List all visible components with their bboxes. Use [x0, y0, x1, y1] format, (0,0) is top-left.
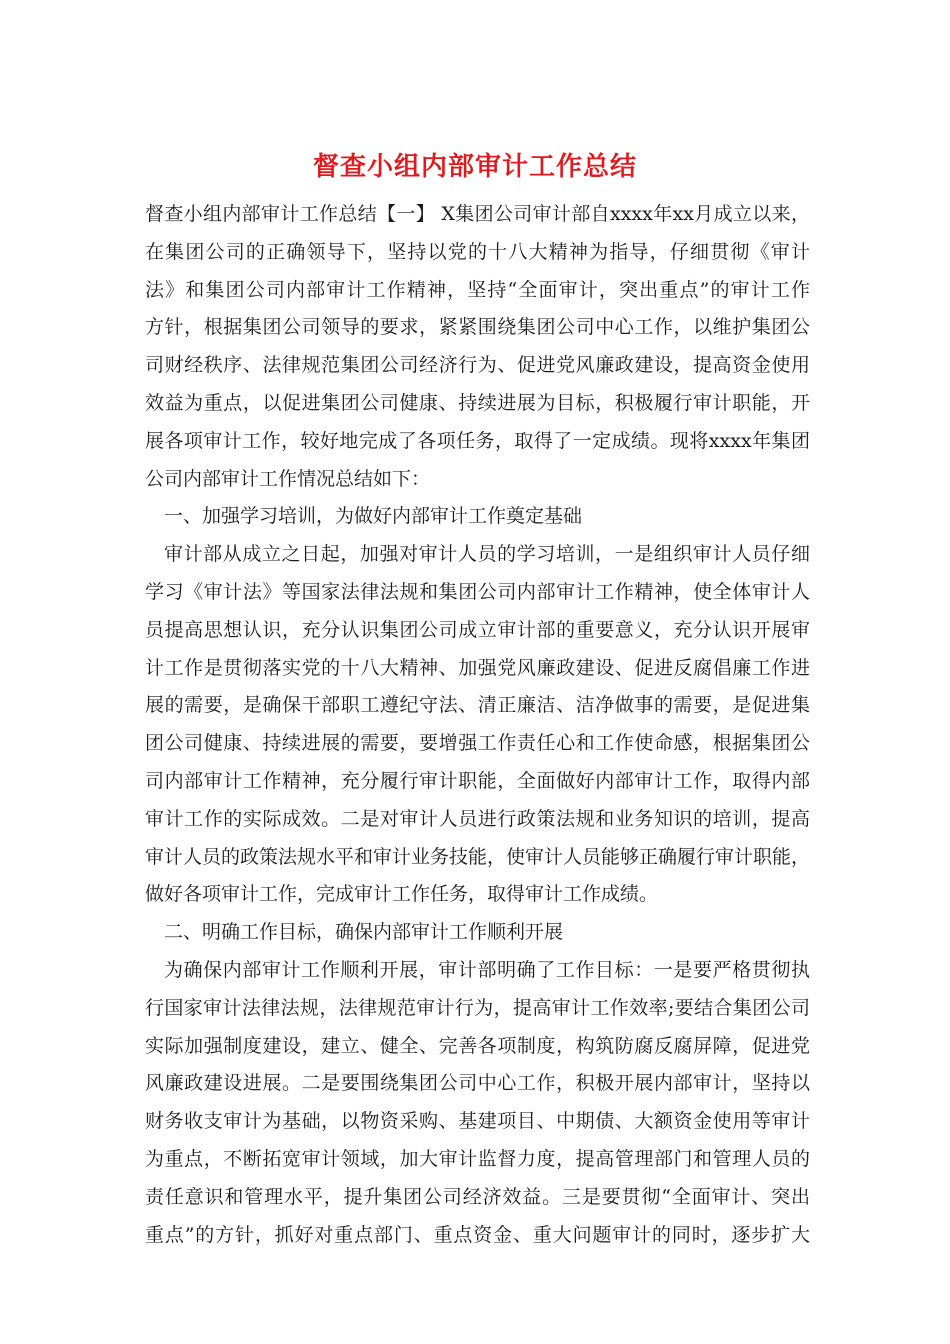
body-text-line: 展的需要，是确保干部职工遵纪守法、清正廉洁、洁净做事的需要，是促进集 — [145, 694, 810, 717]
body-text-line: 责任意识和管理水平，提升集团公司经济效益。三是要贯彻“全面审计、突出 — [145, 1185, 810, 1208]
document-title: 督查小组内部审计工作总结 — [312, 152, 637, 182]
body-text-line: 计工作是贯彻落实党的十八大精神、加强党风廉政建设、促进反腐倡廉工作进 — [145, 656, 810, 679]
body-text-line: 司内部审计工作精神，充分履行审计职能，全面做好内部审计工作，取得内部 — [145, 769, 810, 792]
body-text-line: 展各项审计工作，较好地完成了各项任务，取得了一定成绩。现将xxxx年集团 — [145, 429, 810, 452]
body-text-line: 公司内部审计工作情况总结如下： — [145, 467, 431, 490]
body-text-line: 一、加强学习培训，为做好内部审计工作奠定基础 — [164, 505, 583, 528]
body-text-line: 实际加强制度建设，建立、健全、完善各项制度，构筑防腐反腐屏障，促进党 — [145, 1034, 810, 1057]
document-body — [145, 196, 810, 1254]
body-text-line: 督查小组内部审计工作总结【一】 X集团公司审计部自xxxx年xx月成立以来， — [145, 203, 810, 225]
body-text-line: 风廉政建设进展。二是要围绕集团公司中心工作，积极开展内部审计，坚持以 — [145, 1072, 810, 1095]
body-text-line: 财务收支审计为基础，以物资采购、基建项目、中期债、大额资金使用等审计 — [145, 1110, 810, 1133]
body-text-line: 重点”的方针，抓好对重点部门、重点资金、重大问题审计的同时，逐步扩大 — [145, 1223, 810, 1246]
body-text-line: 审计工作的实际成效。二是对审计人员进行政策法规和业务知识的培训，提高 — [145, 807, 810, 830]
body-text-line: 学习《审计法》等国家法律法规和集团公司内部审计工作精神，使全体审计人 — [145, 580, 810, 603]
body-text-line: 审计部从成立之日起，加强对审计人员的学习培训，一是组织审计人员仔细 — [164, 543, 810, 566]
body-text-line: 审计人员的政策法规水平和审计业务技能，使审计人员能够正确履行审计职能， — [145, 845, 811, 868]
body-text-line: 方针，根据集团公司领导的要求，紧紧围绕集团公司中心工作，以维护集团公 — [145, 316, 810, 339]
body-text-line: 司财经秩序、法律规范集团公司经济行为、促进党风廉政建设，提高资金使用 — [145, 354, 810, 377]
body-text-line: 行国家审计法律法规，法律规范审计行为，提高审计工作效率;要结合集团公司 — [145, 996, 810, 1019]
body-text-line: 团公司健康、持续进展的需要，要增强工作责任心和工作使命感，根据集团公 — [145, 732, 810, 755]
body-text-line: 做好各项审计工作，完成审计工作任务，取得审计工作成绩。 — [145, 883, 659, 906]
body-text-line: 法》和集团公司内部审计工作精神，坚持“全面审计，突出重点”的审计工作 — [145, 278, 810, 301]
body-text-line: 效益为重点，以促进集团公司健康、持续进展为目标，积极履行审计职能，开 — [145, 391, 810, 414]
body-text-line: 二、明确工作目标，确保内部审计工作顺利开展 — [164, 921, 564, 944]
body-text-line: 为确保内部审计工作顺利开展，审计部明确了工作目标：一是要严格贯彻执 — [164, 958, 810, 981]
body-text-line: 为重点，不断拓宽审计领域，加大审计监督力度，提高管理部门和管理人员的 — [145, 1147, 810, 1170]
body-text-line: 员提高思想认识，充分认识集团公司成立审计部的重要意义，充分认识开展审 — [145, 618, 810, 641]
body-text-line: 在集团公司的正确领导下，坚持以党的十八大精神为指导，仔细贯彻《审计 — [145, 240, 810, 263]
